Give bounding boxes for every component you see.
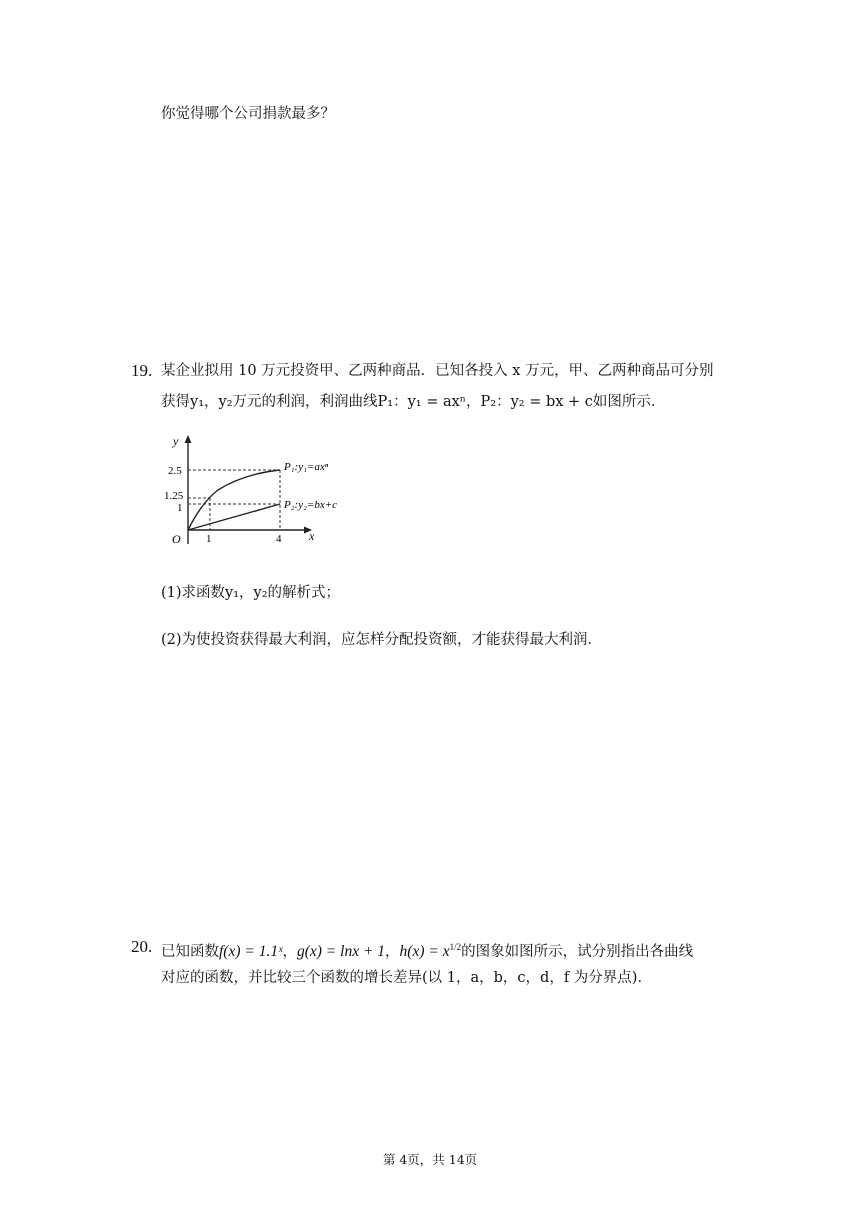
- q19-sub1: (1)求函数y₁，y₂的解析式；: [161, 585, 341, 601]
- q20-func-h: h(x) = x: [399, 942, 450, 960]
- q20-text-c: ，: [385, 943, 400, 960]
- y-tick-1.25: 1.25: [164, 490, 184, 502]
- origin-label: O: [172, 532, 181, 546]
- y-axis-label: y: [173, 434, 179, 448]
- q18-question-tail: 你觉得哪个公司捐款最多？: [161, 106, 335, 122]
- q20-func-g: g(x) = lnx + 1: [296, 942, 386, 960]
- q20-text-line2: 对应的函数，并比较三个函数的增长差异(以 1，a，b，c，d，f 为分界点)．: [161, 970, 652, 986]
- p2-label: P₂:y₂=bx+c: [284, 499, 338, 511]
- y-tick-1: 1: [177, 502, 183, 514]
- page-footer: 第 4页，共 14页: [382, 1152, 478, 1167]
- x-tick-1: 1: [206, 533, 212, 545]
- q20-text-b: ，: [282, 943, 297, 960]
- x-axis-label: x: [309, 529, 315, 543]
- p1-curve: [188, 470, 280, 530]
- q20-text-d: 的图象如图所示，试分别指出各曲线: [461, 943, 694, 960]
- q20-func-h-exponent: 1/2: [449, 942, 462, 952]
- q20-number: 20.: [131, 937, 153, 956]
- y-axis-arrow: [185, 435, 192, 443]
- q19-sub2: (2)为使投资获得最大利润，应怎样分配投资额，才能获得最大利润．: [161, 632, 603, 648]
- p1-label: P₁:y₁=axⁿ: [284, 461, 329, 473]
- q19-number: 19.: [131, 361, 153, 380]
- q20-text-line1: [161, 937, 693, 962]
- q20-text-a: 已知函数: [161, 943, 219, 960]
- q19-profit-graph: [164, 432, 368, 556]
- x-tick-4: 4: [276, 533, 282, 545]
- q20-func-f: f(x) = 1.1ˣ: [219, 942, 283, 960]
- y-tick-2.5: 2.5: [168, 465, 182, 477]
- q19-text-line1: 某企业拟用 10 万元投资甲、乙两种商品．已知各投入 x 万元，甲、乙两种商品可分别: [161, 363, 714, 379]
- q19-text-line2: 获得y₁，y₂万元的利润，利润曲线P₁：y₁ = axⁿ，P₂：y₂ = bx + c如图所示．: [161, 394, 666, 410]
